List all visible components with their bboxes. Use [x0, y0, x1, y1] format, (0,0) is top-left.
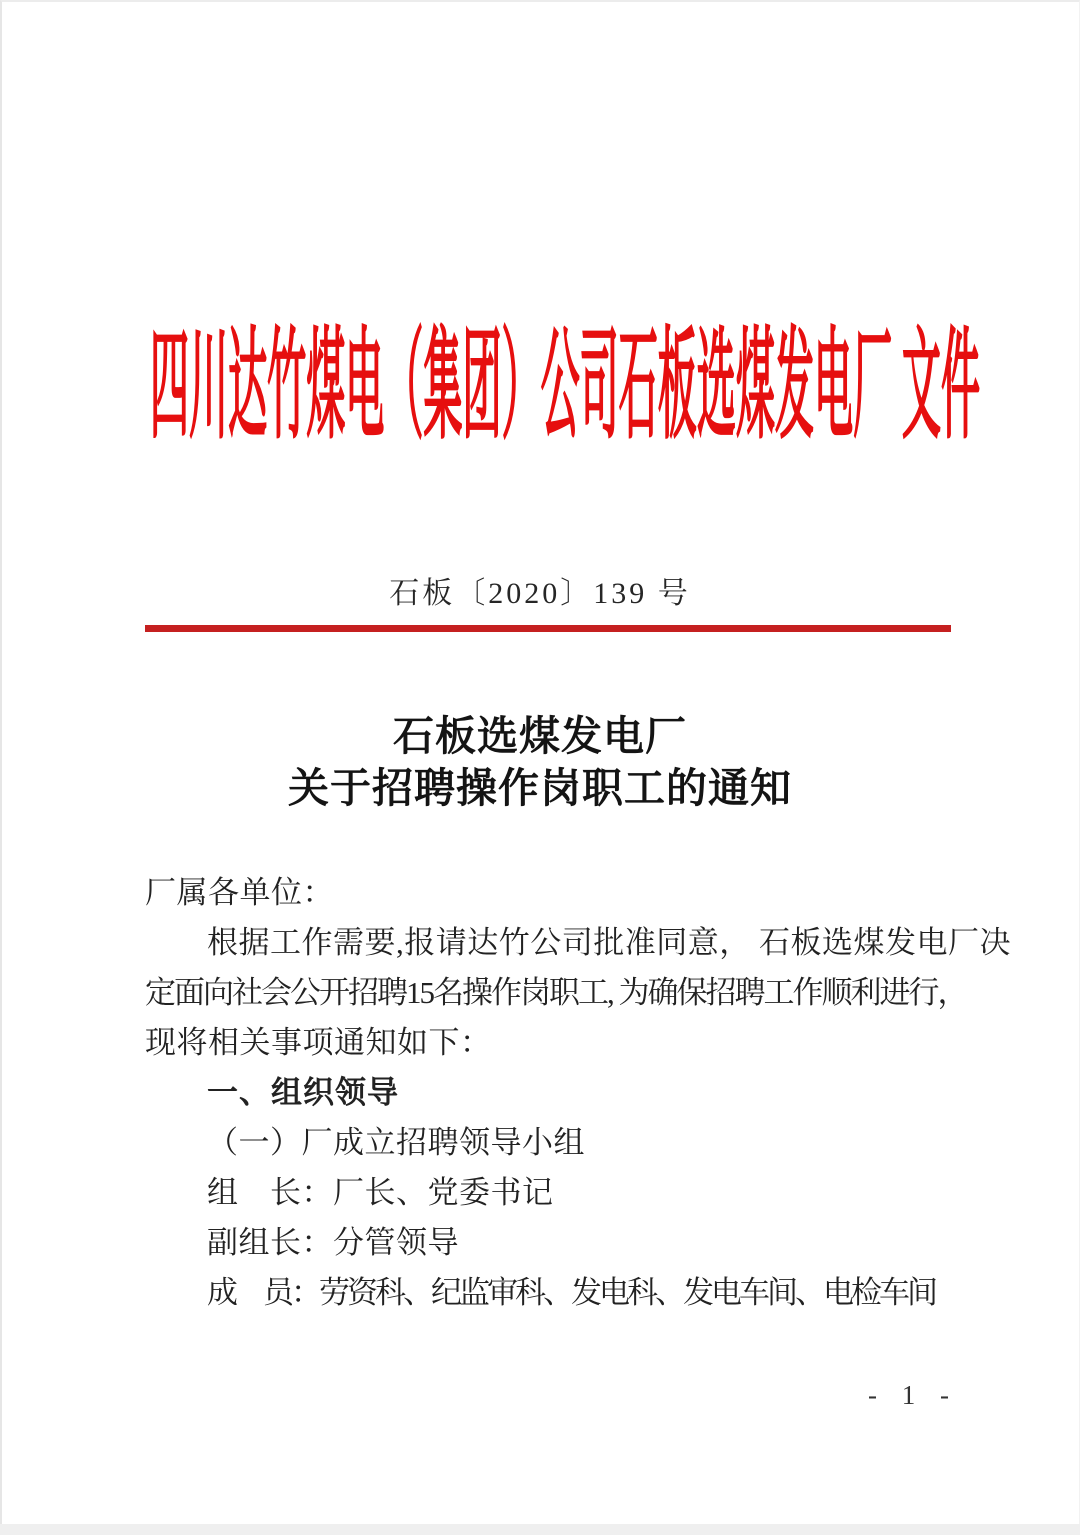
letterhead-title: 四川达竹煤电（集团）公司石板选煤发电厂 文件	[150, 323, 981, 456]
paragraph-line: 根据工作需要,报请达竹公司批准同意， 石板选煤发电厂决	[207, 925, 1011, 960]
document-body	[145, 868, 1011, 1318]
leader-line: 组 长：厂长、党委书记	[207, 1175, 554, 1210]
deputy-leader-line: 副组长：分管领导	[207, 1225, 459, 1260]
scan-edge-strip	[0, 1524, 1080, 1535]
document-number: 石板〔2020〕139 号	[389, 577, 691, 610]
paragraph-line: 现将相关事项通知如下：	[145, 1025, 492, 1060]
members-line: 成 员：劳资科、纪监审科、发电科、发电车间、电检车间	[207, 1275, 935, 1310]
document-title	[0, 710, 1080, 814]
document-title-line1: 石板选煤发电厂	[393, 713, 687, 759]
document-title-line2: 关于招聘操作岗职工的通知	[288, 765, 792, 811]
section-heading: 一、组织领导	[207, 1075, 399, 1110]
subsection-line: （一）厂成立招聘领导小组	[207, 1125, 585, 1160]
letterhead-banner	[150, 323, 981, 456]
page-number: - 1 -	[868, 1380, 958, 1410]
red-divider-line	[145, 625, 951, 632]
salutation-line: 厂属各单位：	[145, 875, 334, 910]
paragraph-line: 定面向社会公开招聘15名操作岗职工, 为确保招聘工作顺利进行，	[145, 975, 967, 1010]
